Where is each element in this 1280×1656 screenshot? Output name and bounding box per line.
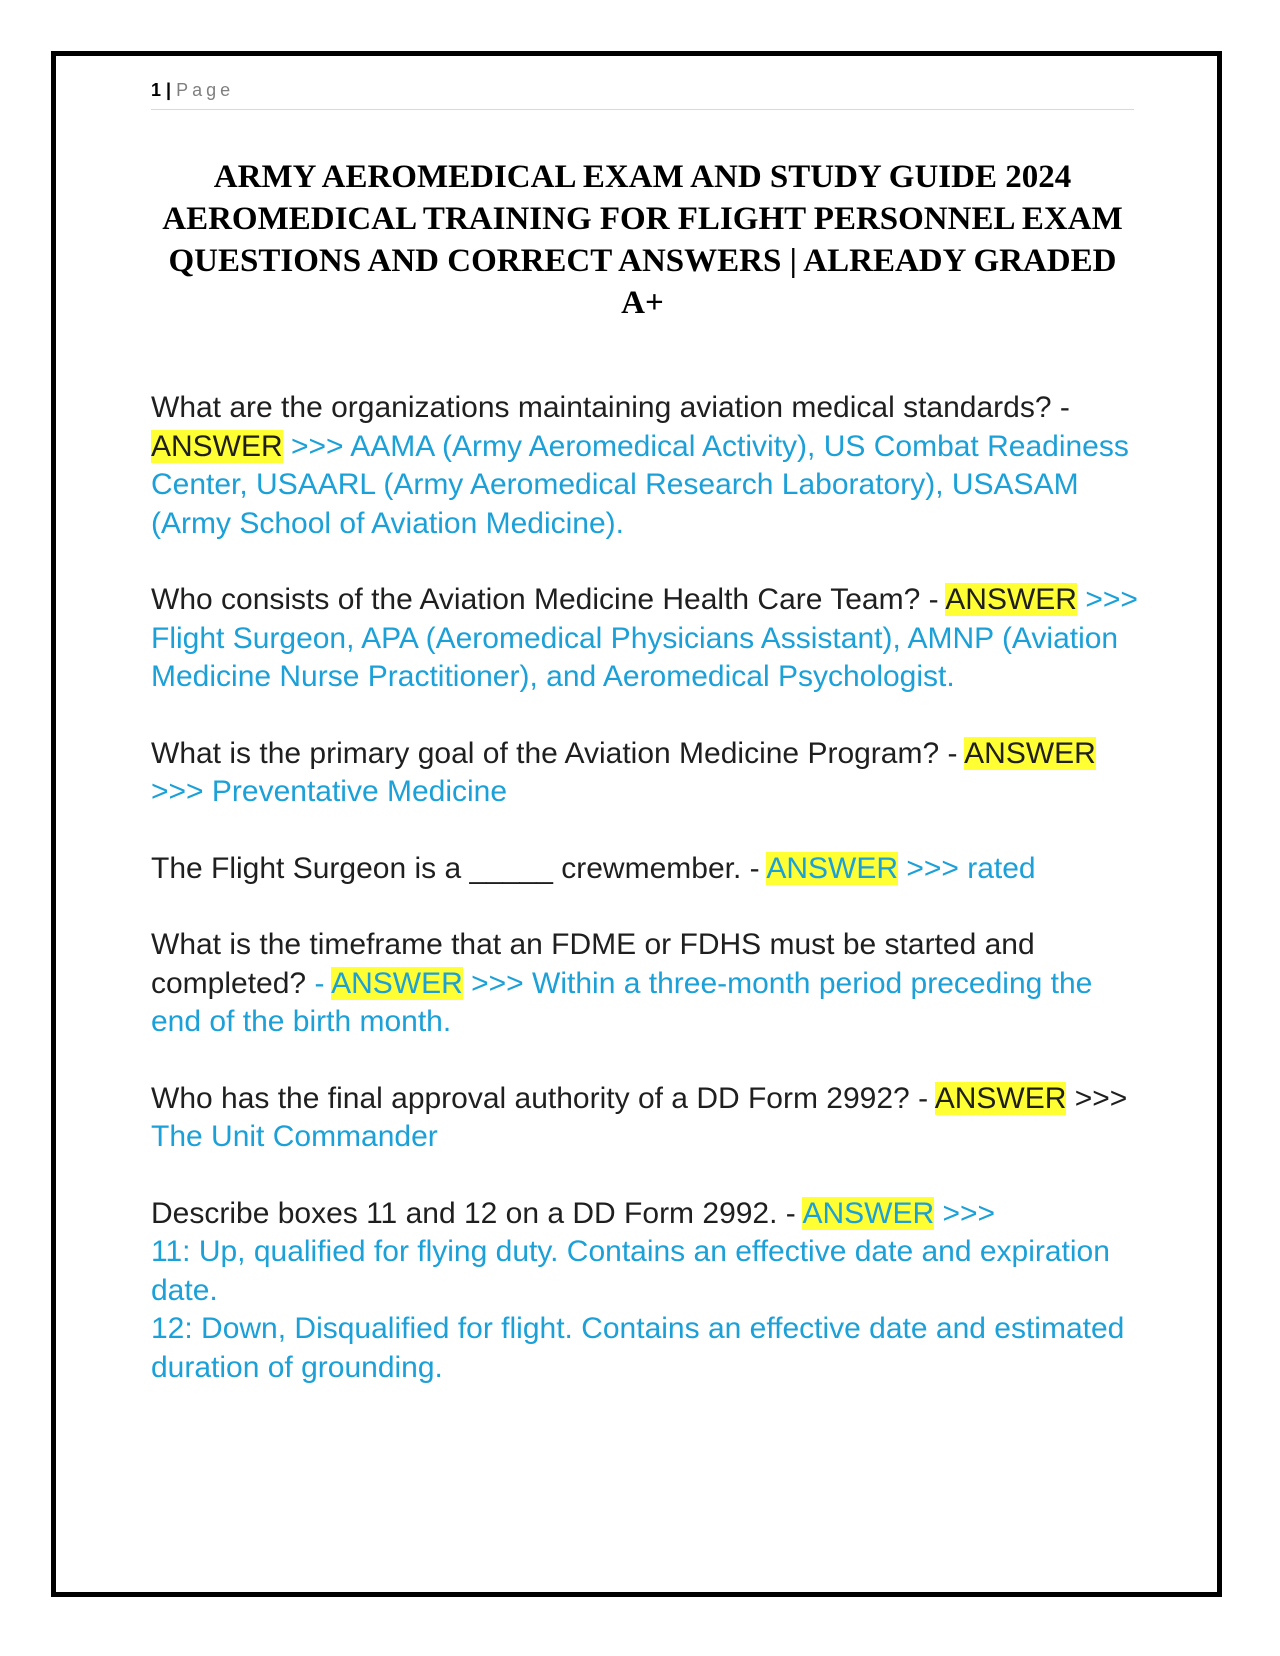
- answer-label: ANSWER: [945, 583, 1077, 616]
- qa-item-4: [151, 850, 1141, 889]
- question: Who has the final approval authority of a DD Form 2992? -: [151, 1081, 935, 1115]
- page-number: 1: [151, 80, 162, 100]
- qa-item-2: [151, 581, 1141, 697]
- qa-item-1: [151, 389, 1141, 543]
- answer-label: ANSWER: [151, 429, 283, 463]
- answer-label: ANSWER: [934, 1081, 1067, 1115]
- answer-label: ANSWER: [802, 1196, 935, 1230]
- answer: >>> Flight Surgeon, APA (Aeromedical Physicians Assistant), AMNP (Aviation Medicine Nurse Practitioner), and Aeromedical Psychologist.: [151, 583, 1138, 693]
- page-header: [151, 77, 1134, 110]
- answer-arrow: >>>: [1066, 1081, 1128, 1115]
- question: Who consists of the Aviation Medicine Health Care Team? -: [151, 583, 946, 616]
- answer: >>> Preventative Medicine: [151, 775, 508, 808]
- answer-label: ANSWER: [331, 966, 463, 1000]
- page-frame: [51, 51, 1222, 1597]
- question: What is the primary goal of the Aviation Medicine Program? -: [151, 736, 965, 770]
- question: What is the timeframe that an FDME or FDHS must be started and completed?: [151, 928, 1035, 1000]
- document-title: ARMY AEROMEDICAL EXAM AND STUDY GUIDE 2024 AEROMEDICAL TRAINING FOR FLIGHT PERSONNEL EXAM QUESTIONS AND CORRECT ANSWERS | ALREADY GRADED A+: [162, 159, 1123, 321]
- answer-label: ANSWER: [766, 851, 898, 885]
- answer: >>>: [934, 1196, 996, 1230]
- qa-list: [151, 389, 1141, 1425]
- page-word: Page: [176, 80, 235, 100]
- answer-line: 12: Down, Disqualified for flight. Contains an effective date and estimated duration of grounding.: [151, 1312, 1125, 1384]
- answer: >>> Within a three-month period preceding the end of the birth month.: [151, 966, 1093, 1038]
- question: Describe boxes 11 and 12 on a DD Form 2992. -: [151, 1196, 803, 1230]
- answer: >>> AAMA (Army Aeromedical Activity), US Combat Readiness Center, USAARL (Army Aeromedical Research Laboratory), USASAM (Army School of Aviation Medicine).: [151, 429, 1129, 540]
- qa-item-3: [151, 735, 1141, 812]
- page-separator: |: [161, 80, 177, 100]
- question: The Flight Surgeon is a _____ crewmember. -: [151, 851, 767, 885]
- qa-item-5: [151, 926, 1141, 1042]
- answer-line: 11: Up, qualified for flying duty. Contains an effective date and expiration date.: [151, 1235, 1110, 1307]
- answer: >>> rated: [898, 851, 1036, 885]
- qa-item-6: [151, 1080, 1141, 1157]
- question: What are the organizations maintaining aviation medical standards? -: [151, 391, 1070, 424]
- answer-prefix: -: [306, 966, 332, 1000]
- answer-label: ANSWER: [964, 736, 1096, 770]
- answer: The Unit Commander: [151, 1120, 438, 1153]
- qa-item-7: [151, 1195, 1141, 1388]
